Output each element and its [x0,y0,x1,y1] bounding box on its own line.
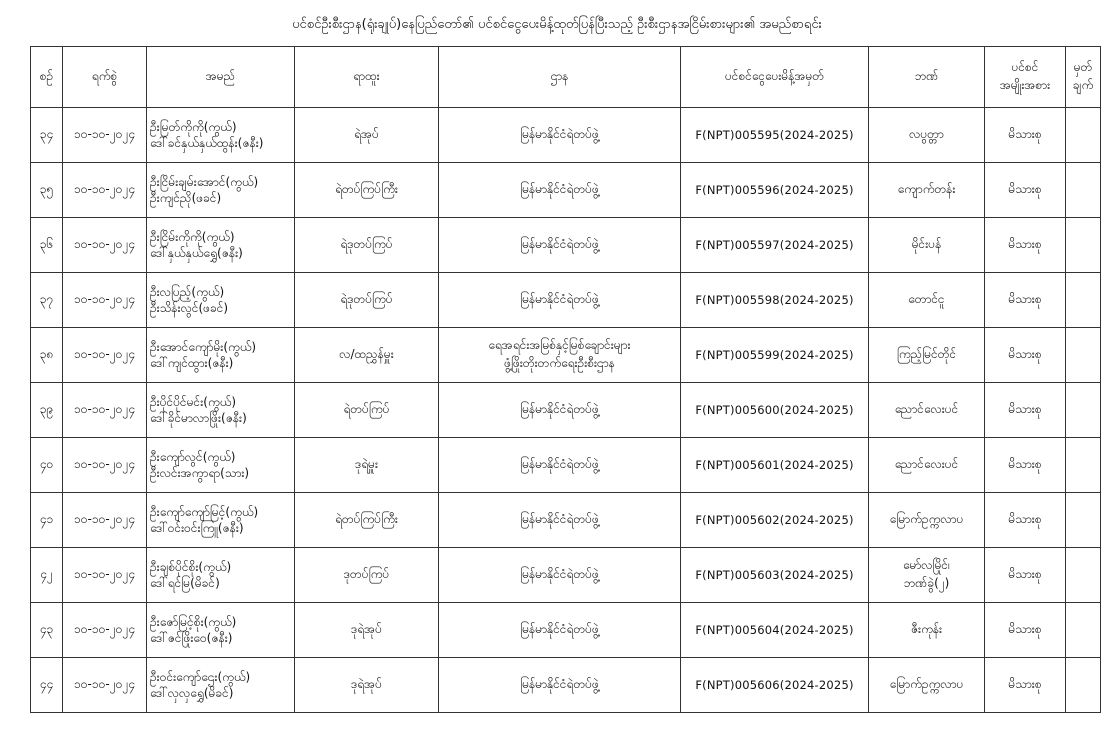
row-treasury-line1: ကြည့်မြင်တိုင် [896,347,957,361]
row-name-deceased: ဦးအောင်ကျော်မိုး(ကွယ်) [150,340,257,354]
row-pension-type: မိသားစု [985,163,1066,218]
row-name-deceased: ဦးဝင်းကျော်ဌေး(ကွယ်) [150,670,251,684]
row-rank: ဒုရဲအုပ် [295,658,439,713]
header-treasury: ဘဏ် [869,47,985,108]
row-department [439,658,681,713]
row-name [147,548,295,603]
row-pension-type: မိသားစု [985,493,1066,548]
header-pension-type [985,47,1066,108]
row-department-line1: မြန်မာနိုင်ငံရဲတပ်ဖွဲ့ [520,622,599,636]
row-order-number: F(NPT)005600(2024-2025) [681,383,869,438]
row-rank: ရဲတပ်ကြပ် [295,383,439,438]
row-rank: ရဲတပ်ကြပ်ကြီး [295,163,439,218]
row-department [439,163,681,218]
row-department-line1: မြန်မာနိုင်ငံရဲတပ်ဖွဲ့ [520,567,599,581]
table-row [31,548,1101,603]
row-name-beneficiary: ဒေါ်ကျင်ထွား(ဇနီး) [150,356,234,370]
row-department [439,548,681,603]
row-treasury [869,438,985,493]
row-department-line1: မြန်မာနိုင်ငံရဲတပ်ဖွဲ့ [520,402,599,416]
row-pension-type: မိသားစု [985,438,1066,493]
row-treasury-line1: ဇီးကုန်း [910,622,943,636]
row-remark [1066,548,1101,603]
row-treasury [869,163,985,218]
row-pension-type: မိသားစု [985,218,1066,273]
row-treasury [869,273,985,328]
row-order-number: F(NPT)005599(2024-2025) [681,328,869,383]
row-no: ၃၄ [31,108,63,163]
row-department [439,493,681,548]
row-department [439,383,681,438]
row-treasury [869,328,985,383]
row-name-beneficiary: ဦးလင်းအကွာရာ(သား) [150,466,250,480]
table-row [31,438,1101,493]
row-pension-type: မိသားစု [985,108,1066,163]
row-remark [1066,163,1101,218]
row-treasury-line2: ဘဏ်ခွဲ(၂) [903,576,950,590]
row-rank: ရဲတပ်ကြပ်ကြီး [295,493,439,548]
table-row [31,273,1101,328]
row-rank: ရဲအုပ် [295,108,439,163]
row-rank: ဒုတပ်ကြပ် [295,548,439,603]
page-title: ပင်စင်ဦးစီးဌာန(ရုံးချုပ်)နေပြည်တော်၏ ပင်စင်ငွေပေးမိန့်ထုတ်ပြန်ပြီးသည့် ဦးစီးဌာနအငြိမ်းစားများ၏ အမည်စာရင်း [292,17,822,32]
row-name-beneficiary: ဦးကျင်ညို(ဖခင်) [150,191,222,205]
row-date: ၁၀-၁၀-၂၀၂၄ [63,658,147,713]
row-rank: လ/ထညွှန်မှူး [295,328,439,383]
row-no: ၃၇ [31,273,63,328]
row-date: ၁၀-၁၀-၂၀၂၄ [63,328,147,383]
row-name [147,163,295,218]
row-pension-type: မိသားစု [985,658,1066,713]
row-department-line1: မြန်မာနိုင်ငံရဲတပ်ဖွဲ့ [520,512,599,526]
row-treasury [869,108,985,163]
header-department: ဌာန [439,47,681,108]
table-row [31,383,1101,438]
row-name [147,108,295,163]
row-date: ၁၀-၁၀-၂၀၂၄ [63,273,147,328]
table-row [31,658,1101,713]
row-order-number: F(NPT)005601(2024-2025) [681,438,869,493]
row-no: ၃၅ [31,163,63,218]
row-no: ၃၆ [31,218,63,273]
row-name [147,328,295,383]
row-order-number: F(NPT)005604(2024-2025) [681,603,869,658]
row-treasury [869,383,985,438]
row-pension-type: မိသားစု [985,273,1066,328]
row-name-deceased: ဦးငြိမ်းကိုကို(ကွယ်) [150,230,235,244]
row-treasury-line1: မော်လမြိုင်၊ [903,558,950,572]
row-date: ၁၀-၁၀-၂၀၂၄ [63,438,147,493]
row-department-line1: မြန်မာနိုင်ငံရဲတပ်ဖွဲ့ [520,677,599,691]
row-name-beneficiary: ဒေါ်နှယ်နှယ်ရွှေ(ဇနီး) [150,246,243,260]
table-row [31,493,1101,548]
row-remark [1066,658,1101,713]
row-date: ၁၀-၁၀-၂၀၂၄ [63,603,147,658]
row-date: ၁၀-၁၀-၂၀၂၄ [63,218,147,273]
header-rank: ရာထူး [295,47,439,108]
row-name [147,603,295,658]
row-name [147,493,295,548]
row-name [147,273,295,328]
header-pension-type-line2: အမျိုးအစား [999,78,1051,92]
row-name [147,658,295,713]
row-treasury-line1: လပွတ္တာ [909,127,944,141]
row-remark [1066,328,1101,383]
row-treasury-line1: တောင်ငူ [908,292,945,306]
row-rank: ရဲဒုတပ်ကြပ် [295,218,439,273]
row-department-line1: မြန်မာနိုင်ငံရဲတပ်ဖွဲ့ [520,292,599,306]
row-rank: ဒုရဲအုပ် [295,603,439,658]
row-no: ၄၁ [31,493,63,548]
row-department [439,328,681,383]
row-pension-type: မိသားစု [985,328,1066,383]
row-name [147,218,295,273]
row-date: ၁၀-၁၀-၂၀၂၄ [63,493,147,548]
row-department-line1: မြန်မာနိုင်ငံရဲတပ်ဖွဲ့ [520,457,599,471]
row-no: ၄၃ [31,603,63,658]
row-remark [1066,218,1101,273]
row-name [147,438,295,493]
row-pension-type: မိသားစု [985,603,1066,658]
row-department [439,218,681,273]
header-order-number: ပင်စင်ငွေပေးမိန့်အမှတ် [681,47,869,108]
row-name-deceased: ဦးကျော်လွင်(ကွယ်) [150,450,236,464]
row-pension-type: မိသားစု [985,548,1066,603]
row-order-number: F(NPT)005603(2024-2025) [681,548,869,603]
row-order-number: F(NPT)005597(2024-2025) [681,218,869,273]
row-name-deceased: ဦးဇော်မြင့်စိုး(ကွယ်) [150,615,237,629]
row-date: ၁၀-၁၀-၂၀၂၄ [63,163,147,218]
row-name-deceased: ဦးပိုင်ပိုင်မင်း(ကွယ်) [150,395,237,409]
row-no: ၄၂ [31,548,63,603]
row-department-line1: မြန်မာနိုင်ငံရဲတပ်ဖွဲ့ [520,237,599,251]
row-name-deceased: ဦးကျော်ကျော်မြင့်(ကွယ်) [150,505,259,519]
row-treasury [869,548,985,603]
row-no: ၄၀ [31,438,63,493]
row-remark [1066,493,1101,548]
row-order-number: F(NPT)005595(2024-2025) [681,108,869,163]
row-order-number: F(NPT)005596(2024-2025) [681,163,869,218]
row-remark [1066,603,1101,658]
row-treasury [869,603,985,658]
row-treasury-line1: ညောင်လေးပင် [894,402,959,416]
row-remark [1066,273,1101,328]
row-name-beneficiary: ဒေါ်ခိုင်မာလာဖြိုး(ဇနီး) [150,411,247,425]
row-name-deceased: ဦးငြိမ်းချမ်းအောင်(ကွယ်) [150,175,259,189]
row-name-beneficiary: ဒေါ်ခင်နှယ်နှယ်ထွန်း(ဇနီး) [150,136,264,150]
row-name-beneficiary: ဦးသိန်းလွင်(ဖခင်) [150,301,229,315]
row-treasury-line1: မိုင်းပန် [911,237,942,251]
row-name-beneficiary: ဒေါ်ဇင်ဖြိုးဝေ(ဇနီး) [150,631,233,645]
row-remark [1066,108,1101,163]
row-name-deceased: ဦးမြတ်ကိုကို(ကွယ်) [150,120,237,134]
row-remark [1066,383,1101,438]
row-department [439,273,681,328]
row-remark [1066,438,1101,493]
row-pension-type: မိသားစု [985,383,1066,438]
row-date: ၁၀-၁၀-၂၀၂၄ [63,108,147,163]
row-name-deceased: ဦးချစ်ပိုင်စိုး(ကွယ်) [150,560,232,574]
header-name: အမည် [147,47,295,108]
row-no: ၃၉ [31,383,63,438]
row-department-line1: ရေအရင်းအမြစ်နှင့်မြစ်ချောင်းများ [488,338,631,352]
row-name-beneficiary: ဒေါ်ဝင်းဝင်းကြူ(ဇနီး) [150,521,244,535]
header-pension-type-line1: ပင်စင် [1011,60,1039,74]
row-rank: ဒုရဲမှူး [295,438,439,493]
row-name-deceased: ဦးလပြည့်(ကွယ်) [150,285,225,299]
row-treasury-line1: ကျောက်တန်း [897,182,956,196]
row-treasury-line1: မြောက်ဥက္ကလာပ [889,677,964,691]
row-no: ၄၄ [31,658,63,713]
table-body [31,108,1101,713]
row-name-beneficiary: ဒေါ်ရင်မြ(မိခင်) [150,576,220,590]
row-treasury [869,493,985,548]
row-department [439,438,681,493]
row-department [439,603,681,658]
row-name [147,383,295,438]
row-name-beneficiary: ဒေါ်လှလှရွှေ(မိခင်) [150,686,234,700]
header-remark-line2: ချက် [1072,78,1094,92]
row-rank: ရဲဒုတပ်ကြပ် [295,273,439,328]
header-row [31,47,1101,108]
row-department-line2: ဖွံ့ဖြိုးတိုးတက်ရေးဦးစီးဌာန [504,356,615,370]
row-order-number: F(NPT)005606(2024-2025) [681,658,869,713]
header-remark [1066,47,1101,108]
table-row [31,108,1101,163]
row-department-line1: မြန်မာနိုင်ငံရဲတပ်ဖွဲ့ [520,127,599,141]
table-row [31,603,1101,658]
pension-table [30,46,1101,713]
header-remark-line1: မှတ် [1073,60,1093,74]
header-no: စဉ် [31,47,63,108]
row-treasury [869,658,985,713]
row-order-number: F(NPT)005602(2024-2025) [681,493,869,548]
table-row [31,328,1101,383]
table-row [31,218,1101,273]
row-treasury [869,218,985,273]
row-order-number: F(NPT)005598(2024-2025) [681,273,869,328]
row-department-line1: မြန်မာနိုင်ငံရဲတပ်ဖွဲ့ [520,182,599,196]
row-no: ၃၈ [31,328,63,383]
row-date: ၁၀-၁၀-၂၀၂၄ [63,383,147,438]
row-date: ၁၀-၁၀-၂၀၂၄ [63,548,147,603]
row-department [439,108,681,163]
row-treasury-line1: ညောင်လေးပင် [894,457,959,471]
table-row [31,163,1101,218]
row-treasury-line1: မြောက်ဥက္ကလာပ [889,512,964,526]
header-date: ရက်စွဲ [63,47,147,108]
